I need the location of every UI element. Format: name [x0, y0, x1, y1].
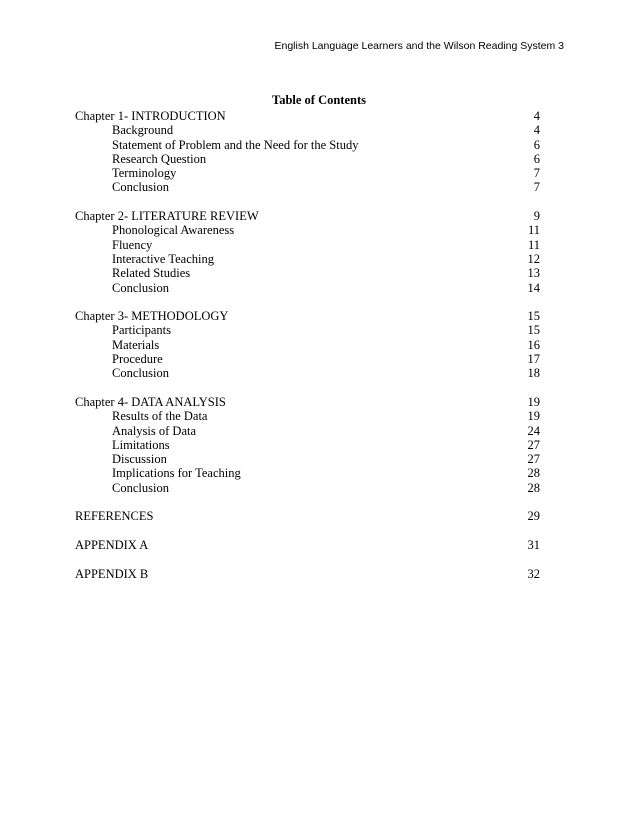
- toc-heading-row: [75, 109, 540, 123]
- toc-entry-label: Conclusion: [112, 280, 169, 295]
- toc-entry-label: Implications for Teaching: [112, 466, 241, 481]
- toc-entry-row: [75, 238, 540, 252]
- toc-page-number: 4: [533, 109, 540, 123]
- toc-entry-row: [75, 366, 540, 380]
- toc-page-number: 29: [527, 509, 540, 524]
- toc-page-number: 12: [527, 251, 540, 266]
- toc-entry-label: Conclusion: [112, 366, 169, 381]
- toc-page-number: 15: [527, 323, 540, 338]
- toc-entry-row: [75, 223, 540, 237]
- toc-entry-row: [75, 466, 540, 480]
- toc-page-number: 24: [527, 423, 540, 438]
- toc-page-number: 27: [527, 437, 540, 452]
- toc-entry-row: [75, 138, 540, 152]
- toc-entry-label: Conclusion: [112, 180, 169, 195]
- toc-entry-row: [75, 481, 540, 495]
- toc-entry-label: Phonological Awareness: [112, 223, 235, 238]
- toc-entry-label: APPENDIX A: [75, 537, 149, 552]
- toc-section: [75, 309, 540, 380]
- toc-entry-label: Fluency: [112, 237, 153, 252]
- table-of-contents: [75, 109, 540, 595]
- toc-entry-label: Discussion: [112, 452, 167, 467]
- toc-entry-label: Materials: [112, 337, 160, 352]
- toc-entry-row: [75, 252, 540, 266]
- toc-entry-row: [75, 266, 540, 280]
- toc-page-number: 18: [527, 366, 540, 381]
- toc-entry-row: [75, 452, 540, 466]
- toc-entry-label: Chapter 3- METHODOLOGY: [75, 309, 229, 324]
- toc-page-number: 4: [533, 123, 540, 138]
- toc-page-number: 28: [527, 480, 540, 495]
- toc-page-number: 14: [527, 280, 540, 295]
- toc-page-number: 28: [527, 466, 540, 481]
- toc-section: [75, 567, 540, 581]
- toc-entry-row: [75, 338, 540, 352]
- toc-entry-label: Statement of Problem and the Need for the Study: [112, 137, 359, 152]
- toc-page-number: 13: [527, 266, 540, 281]
- toc-entry-label: Participants: [112, 323, 172, 338]
- toc-entry-label: Chapter 4- DATA ANALYSIS: [75, 394, 226, 409]
- toc-page-number: 7: [533, 166, 540, 181]
- toc-page-number: 17: [527, 352, 540, 367]
- toc-section: [75, 395, 540, 495]
- toc-page-number: 7: [533, 180, 540, 195]
- toc-page-number: 16: [527, 337, 540, 352]
- toc-page-number: 19: [527, 409, 540, 424]
- toc-section: [75, 538, 540, 552]
- toc-entry-row: [75, 281, 540, 295]
- toc-entry-row: [75, 123, 540, 137]
- toc-entry-label: REFERENCES: [75, 509, 154, 524]
- toc-heading-row: [75, 509, 540, 523]
- toc-entry-label: Chapter 1- INTRODUCTION: [75, 109, 226, 123]
- toc-page-number: 19: [527, 394, 540, 409]
- toc-page-number: 32: [527, 566, 540, 581]
- toc-section: [75, 109, 540, 195]
- toc-entry-label: APPENDIX B: [75, 566, 149, 581]
- toc-page-number: 9: [533, 209, 540, 224]
- toc-title: Table of Contents: [272, 93, 366, 107]
- toc-page-number: 27: [527, 452, 540, 467]
- toc-heading-row: [75, 209, 540, 223]
- toc-entry-row: [75, 152, 540, 166]
- toc-entry-label: Background: [112, 123, 174, 138]
- toc-entry-label: Chapter 2- LITERATURE REVIEW: [75, 209, 259, 224]
- toc-entry-row: [75, 180, 540, 194]
- toc-entry-label: Terminology: [112, 166, 177, 181]
- toc-heading-row: [75, 395, 540, 409]
- toc-page-number: 6: [533, 137, 540, 152]
- toc-entry-row: [75, 323, 540, 337]
- toc-entry-label: Research Question: [112, 151, 207, 166]
- toc-section: [75, 509, 540, 523]
- toc-entry-label: Procedure: [112, 352, 163, 367]
- toc-entry-row: [75, 424, 540, 438]
- toc-section: [75, 209, 540, 295]
- toc-page-number: 11: [527, 237, 540, 252]
- toc-entry-row: [75, 438, 540, 452]
- toc-entry-row: [75, 352, 540, 366]
- toc-heading-row: [75, 309, 540, 323]
- toc-entry-label: Results of the Data: [112, 409, 208, 424]
- toc-entry-label: Limitations: [112, 437, 170, 452]
- toc-page-number: 15: [527, 309, 540, 324]
- toc-entry-row: [75, 409, 540, 423]
- running-head: English Language Learners and the Wilson Reading System 3: [274, 40, 564, 52]
- toc-heading-row: [75, 567, 540, 581]
- toc-entry-label: Interactive Teaching: [112, 251, 214, 266]
- toc-entry-label: Analysis of Data: [112, 423, 197, 438]
- toc-page-number: 11: [527, 223, 540, 238]
- toc-page-number: 6: [533, 151, 540, 166]
- toc-heading-row: [75, 538, 540, 552]
- toc-entry-label: Related Studies: [112, 266, 191, 281]
- toc-entry-row: [75, 166, 540, 180]
- toc-entry-label: Conclusion: [112, 480, 169, 495]
- toc-page-number: 31: [527, 537, 540, 552]
